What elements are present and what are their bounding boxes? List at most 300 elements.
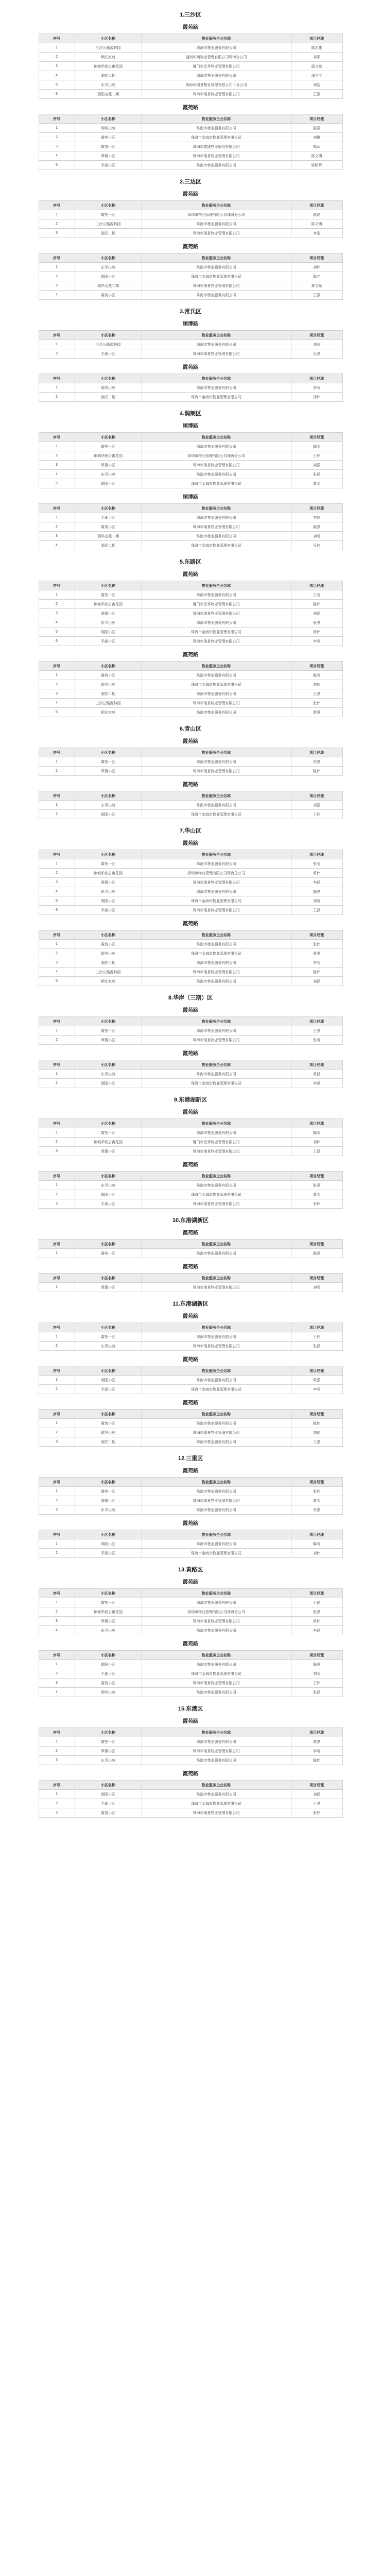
property-company: 珠海市物业服务有限公司 (142, 689, 291, 699)
column-header: 项目经理 (291, 1119, 342, 1128)
table-row (39, 618, 342, 628)
row-index: 3 (39, 878, 75, 887)
table-header-row (39, 201, 342, 210)
community-name: 湖光二期 (75, 1437, 142, 1447)
project-manager: 王伟 (291, 1679, 342, 1688)
row-index: 5 (39, 161, 75, 170)
table-header-row (39, 1274, 342, 1283)
row-index: 2 (39, 53, 75, 62)
column-header: 物业服务企业名称 (142, 1017, 291, 1026)
table-row (39, 513, 342, 522)
table-row (39, 349, 342, 359)
table-row (39, 1376, 342, 1385)
project-manager: 陈伟 (291, 1756, 342, 1765)
column-header: 物业服务企业名称 (142, 433, 291, 442)
row-index: 2 (39, 451, 75, 461)
row-index: 2 (39, 869, 75, 878)
table-row (39, 461, 342, 470)
community-name: 霞苑小区 (75, 133, 142, 142)
property-company: 珠海市瑞景物业管理有限公司 (142, 522, 291, 532)
property-company: 珠海市物业服务有限公司 (142, 1626, 291, 1635)
group-subtitle: 霞苑路 (183, 652, 198, 658)
project-manager: 黄伟 (291, 628, 342, 637)
column-header: 物业服务企业名称 (142, 1530, 291, 1539)
community-name: 瑞华山苑 (75, 1428, 142, 1437)
column-header: 项目经理 (291, 1172, 342, 1181)
table-row (39, 699, 342, 708)
property-company: 珠海市物业服务有限公司 (142, 1790, 291, 1799)
property-table (39, 374, 343, 402)
project-manager: 李磊 (291, 1626, 342, 1635)
column-header: 小区名称 (75, 1274, 142, 1283)
community-name: 霞湾小区 (75, 291, 142, 300)
community-name: 翠微小区 (75, 1283, 142, 1292)
table-row (39, 1070, 342, 1079)
row-index: 1 (39, 513, 75, 522)
property-company: 珠海市物业服务有限公司 (142, 1598, 291, 1607)
community-name: 湖光二期 (75, 689, 142, 699)
column-header: 项目经理 (291, 374, 342, 383)
group-subtitle: 霞苑路 (183, 25, 198, 30)
table-row (39, 1283, 342, 1292)
document (10, 0, 371, 1818)
community-name: 东平山苑 (75, 1505, 142, 1515)
column-header: 小区名称 (75, 504, 142, 513)
property-company: 珠海市瑞景物业管理有限公司 (142, 1679, 291, 1688)
table-row (39, 671, 342, 680)
row-index: 1 (39, 940, 75, 949)
row-index: 3 (39, 958, 75, 968)
row-index: 1 (39, 442, 75, 451)
column-header: 物业服务企业名称 (142, 1781, 291, 1790)
column-header: 物业服务企业名称 (142, 850, 291, 859)
section-title: 10.东港湖新区 (172, 1217, 209, 1224)
property-table (39, 432, 343, 488)
table-row (39, 383, 342, 393)
group-subtitle: 霞苑路 (183, 1230, 198, 1236)
column-header: 物业服务企业名称 (142, 331, 291, 340)
property-table (39, 1650, 343, 1697)
project-manager: 黄明 (291, 1190, 342, 1199)
community-name: 霞苑一区 (75, 1128, 142, 1138)
community-name: 瑞阳小区 (75, 1190, 142, 1199)
property-company: 珠海市物业服务有限公司 (142, 1437, 291, 1447)
project-manager: 陈文明 (291, 219, 342, 229)
group-subtitle: 霞苑路 (183, 1008, 198, 1013)
column-header: 序号 (39, 581, 75, 590)
table-row (39, 757, 342, 767)
property-company: 珠海市金海岸物业管理有限公司 (142, 896, 291, 906)
row-index: 1 (39, 1181, 75, 1190)
project-manager: 王伟 (291, 1332, 342, 1342)
section-title: 13.黄路区 (178, 1567, 203, 1573)
column-header: 项目经理 (291, 748, 342, 757)
property-table (39, 1118, 343, 1156)
table-row (39, 878, 342, 887)
property-company: 珠海市瑞景物业管理有限公司 (142, 281, 291, 291)
table-header-row (39, 433, 342, 442)
table-row (39, 1147, 342, 1156)
table-header-row (39, 1728, 342, 1737)
table-row (39, 90, 342, 99)
property-company: 珠海市物业服务有限公司 (142, 1419, 291, 1428)
property-company: 珠海市金海岸物业管理有限公司 (142, 680, 291, 689)
community-name: 三沙公路源林园 (75, 968, 142, 977)
property-company: 珠海市物业服务有限公司 (142, 470, 291, 479)
column-header: 序号 (39, 930, 75, 940)
column-header: 序号 (39, 504, 75, 513)
table-row (39, 291, 342, 300)
property-company: 珠海市瑞景物业管理有限公司 (142, 229, 291, 238)
project-manager: 刘平 (291, 53, 342, 62)
project-manager: 王强 (291, 1437, 342, 1447)
column-header: 项目经理 (291, 1017, 342, 1026)
community-name: 锦城华庭公寓花园 (75, 1138, 142, 1147)
row-index: 3 (39, 1147, 75, 1156)
row-index: 3 (39, 609, 75, 618)
column-header: 序号 (39, 662, 75, 671)
group-subtitle: 霞苑路 (183, 921, 198, 927)
column-header: 物业服务企业名称 (142, 1410, 291, 1419)
column-header: 项目经理 (291, 1781, 342, 1790)
section-title: 8.华岸（三期）区 (168, 995, 213, 1001)
project-manager: 刘伟 (291, 263, 342, 272)
table-row (39, 340, 342, 349)
row-index: 1 (39, 263, 75, 272)
section-title: 6.青山区 (179, 726, 202, 732)
group-subtitle: 霞苑路 (183, 105, 198, 111)
row-index: 4 (39, 71, 75, 80)
community-name: 翠微小区 (75, 1496, 142, 1505)
group-subtitle: 霞苑路 (183, 841, 198, 846)
project-manager: 李强 (291, 1505, 342, 1515)
table-row (39, 142, 342, 151)
project-manager: 刘伟 (291, 1138, 342, 1147)
project-manager: 黄明 (291, 479, 342, 488)
table-row (39, 1598, 342, 1607)
group-subtitle: 霞苑路 (183, 1580, 198, 1585)
property-table (39, 503, 343, 550)
row-index: 1 (39, 859, 75, 869)
row-index: 1 (39, 1283, 75, 1292)
community-name: 瑞华山苑 (75, 949, 142, 958)
property-company: 珠海市瑞景物业管理有限公司 (142, 1496, 291, 1505)
row-index: 4 (39, 291, 75, 300)
table-row (39, 1249, 342, 1258)
property-company: 珠海市瑞景物业管理有限公司二分公司 (142, 80, 291, 90)
row-index: 1 (39, 1249, 75, 1258)
section-title: 15.东港区 (178, 1706, 203, 1712)
row-index: 3 (39, 1437, 75, 1447)
community-name: 平湖小区 (75, 1549, 142, 1558)
section-title: 5.东路区 (179, 559, 202, 565)
project-manager: 李明 (291, 1385, 342, 1394)
community-name: 翠微小区 (75, 609, 142, 618)
community-name: 霞苑一区 (75, 757, 142, 767)
property-company: 珠海市物业服务有限公司 (142, 383, 291, 393)
property-table (39, 661, 343, 717)
project-manager: 陈明 (291, 671, 342, 680)
property-company: 珠海市瑞景物业管理有限公司 (142, 767, 291, 776)
community-name: 瑞华山苑 (75, 1688, 142, 1697)
community-name: 平湖小区 (75, 1669, 142, 1679)
property-company: 珠海市金海岸物业管理有限公司 (142, 1190, 291, 1199)
property-company: 深圳市物业管理有限公司珠海分公司 (142, 869, 291, 878)
property-company: 珠海市物业服务有限公司 (142, 708, 291, 717)
project-manager: 黄强 (291, 1737, 342, 1747)
property-table (39, 930, 343, 986)
property-company: 珠海市瑞景物业管理有限公司 (142, 349, 291, 359)
project-manager: 郭武 (291, 142, 342, 151)
project-manager: 王磊 (291, 1147, 342, 1156)
column-header: 小区名称 (75, 1060, 142, 1070)
community-name: 锦城华庭公寓花园 (75, 600, 142, 609)
row-index: 2 (39, 949, 75, 958)
section-title: 3.常氏区 (179, 309, 202, 315)
column-header: 序号 (39, 1728, 75, 1737)
project-manager: 黄明 (291, 1496, 342, 1505)
property-company: 厦门市民华物业管理有限公司 (142, 62, 291, 71)
community-name: 瑞华山苑 (75, 383, 142, 393)
property-company: 珠海市瑞景物业管理有限公司 (142, 609, 291, 618)
property-company: 珠海市物业服务有限公司 (142, 161, 291, 170)
project-manager: 李明 (291, 958, 342, 968)
column-header: 小区名称 (75, 433, 142, 442)
property-company: 珠海市富康物业服务有限公司 (142, 142, 291, 151)
community-name: 翠微小区 (75, 461, 142, 470)
column-header: 物业服务企业名称 (142, 1323, 291, 1332)
column-header: 物业服务企业名称 (142, 34, 291, 43)
table-row (39, 1026, 342, 1036)
property-company: 珠海市物业服务有限公司 (142, 340, 291, 349)
column-header: 项目经理 (291, 1478, 342, 1487)
row-index: 2 (39, 1036, 75, 1045)
project-manager: 陈伟 (291, 1419, 342, 1428)
row-index: 2 (39, 1428, 75, 1437)
table-row (39, 1079, 342, 1088)
project-manager: 潘立平 (291, 71, 342, 80)
column-header: 序号 (39, 331, 75, 340)
project-manager: 张强 (291, 1181, 342, 1190)
community-name: 霞湾小区 (75, 522, 142, 532)
column-header: 物业服务企业名称 (142, 748, 291, 757)
table-row (39, 80, 342, 90)
row-index: 2 (39, 522, 75, 532)
column-header: 项目经理 (291, 930, 342, 940)
property-company: 珠海市金海岸物业管理有限公司 (142, 1799, 291, 1808)
column-header: 物业服务企业名称 (142, 930, 291, 940)
column-header: 小区名称 (75, 253, 142, 263)
group-subtitle: 霞苑路 (183, 365, 198, 370)
column-header: 小区名称 (75, 1530, 142, 1539)
column-header: 项目经理 (291, 331, 342, 340)
project-manager: 张伟 (291, 1487, 342, 1496)
column-header: 小区名称 (75, 1728, 142, 1737)
property-table (39, 1530, 343, 1558)
table-row (39, 1617, 342, 1626)
project-manager: 陈强 (291, 887, 342, 896)
column-header: 序号 (39, 791, 75, 801)
property-company: 珠海市瑞景物业管理有限公司 (142, 1342, 291, 1351)
community-name: 湖光二期 (75, 71, 142, 80)
table-row (39, 680, 342, 689)
table-row (39, 708, 342, 717)
table-row (39, 689, 342, 699)
table-row (39, 133, 342, 142)
community-name: 翠微小区 (75, 1747, 142, 1756)
property-company: 珠海市金海岸物业管理有限公司 (142, 628, 291, 637)
property-company: 珠海市瑞景物业管理有限公司 (142, 1036, 291, 1045)
table-row (39, 470, 342, 479)
row-index: 1 (39, 671, 75, 680)
column-header: 物业服务企业名称 (142, 1651, 291, 1660)
table-row (39, 393, 342, 402)
row-index: 1 (39, 124, 75, 133)
property-company: 珠海市物业服务有限公司 (142, 291, 291, 300)
row-index: 2 (39, 133, 75, 142)
property-table (39, 330, 343, 359)
property-company: 厦门市民华物业管理有限公司 (142, 600, 291, 609)
project-manager: 王伟 (291, 451, 342, 461)
column-header: 物业服务企业名称 (142, 581, 291, 590)
column-header: 项目经理 (291, 1366, 342, 1376)
project-manager: 张磊 (291, 1688, 342, 1697)
row-index: 2 (39, 1079, 75, 1088)
project-manager: 温文斌 (291, 62, 342, 71)
community-name: 霞苑一区 (75, 590, 142, 600)
table-row (39, 590, 342, 600)
property-company: 珠海市物业服务有限公司 (142, 71, 291, 80)
property-company: 珠海市物业服务有限公司 (142, 1376, 291, 1385)
table-row (39, 801, 342, 810)
table-row (39, 958, 342, 968)
community-name: 东平山苑 (75, 801, 142, 810)
community-name: 东平山苑 (75, 1342, 142, 1351)
community-name: 霞湾小区 (75, 1679, 142, 1688)
property-company: 珠海市瑞景物业管理有限公司 (142, 90, 291, 99)
row-index: 1 (39, 1026, 75, 1036)
row-index: 2 (39, 1342, 75, 1351)
row-index: 2 (39, 219, 75, 229)
community-name: 霞湾小区 (75, 940, 142, 949)
property-company: 珠海市物业服务有限公司 (142, 757, 291, 767)
project-manager: 陈明 (291, 1128, 342, 1138)
community-name: 翠微小区 (75, 1617, 142, 1626)
community-name: 霞苑一区 (75, 1332, 142, 1342)
column-header: 序号 (39, 1172, 75, 1181)
community-name: 锦城华庭公寓花园 (75, 62, 142, 71)
property-table (39, 1409, 343, 1447)
project-manager: 陈强 (291, 1249, 342, 1258)
group-subtitle: 顾博路 (183, 423, 198, 429)
table-row (39, 859, 342, 869)
column-header: 序号 (39, 201, 75, 210)
column-header: 序号 (39, 1478, 75, 1487)
row-index: 2 (39, 393, 75, 402)
row-index: 2 (39, 1799, 75, 1808)
table-header-row (39, 791, 342, 801)
project-manager: 刘磊 (291, 1428, 342, 1437)
project-manager: 王强 (291, 90, 342, 99)
table-header-row (39, 374, 342, 383)
property-table (39, 748, 343, 776)
group-subtitle: 霞苑路 (183, 1110, 198, 1115)
property-company: 珠海市金海岸物业管理有限公司 (142, 949, 291, 958)
property-table (39, 33, 343, 99)
table-row (39, 869, 342, 878)
property-company: 珠海市瑞景物业管理有限公司 (142, 699, 291, 708)
row-index: 2 (39, 1385, 75, 1394)
row-index: 1 (39, 1128, 75, 1138)
column-header: 项目经理 (291, 1728, 342, 1737)
group-subtitle: 霞苑路 (183, 1771, 198, 1777)
project-manager: 王明 (291, 590, 342, 600)
row-index: 2 (39, 1190, 75, 1199)
row-index: 1 (39, 1332, 75, 1342)
column-header: 物业服务企业名称 (142, 374, 291, 383)
column-header: 小区名称 (75, 1240, 142, 1249)
column-header: 小区名称 (75, 34, 142, 43)
section-title: 2.三达区 (179, 179, 202, 185)
row-index: 6 (39, 637, 75, 646)
row-index: 1 (39, 1660, 75, 1669)
column-header: 小区名称 (75, 1119, 142, 1128)
row-index: 1 (39, 43, 75, 53)
property-company: 珠海市物业服务有限公司 (142, 859, 291, 869)
table-row (39, 1496, 342, 1505)
row-index: 3 (39, 281, 75, 291)
project-manager: 刘磊 (291, 1790, 342, 1799)
column-header: 小区名称 (75, 662, 142, 671)
community-name: 顺安家苑 (75, 53, 142, 62)
community-name: 东平山苑 (75, 1070, 142, 1079)
property-company: 珠海市物业服务有限公司 (142, 513, 291, 522)
column-header: 小区名称 (75, 850, 142, 859)
property-company: 珠海市物业服务有限公司 (142, 263, 291, 272)
property-company: 珠海市物业服务有限公司 (142, 977, 291, 986)
table-row (39, 1419, 342, 1428)
project-manager: 谢磊 (291, 210, 342, 219)
table-row (39, 628, 342, 637)
project-manager: 李明 (291, 637, 342, 646)
row-index: 1 (39, 1419, 75, 1428)
property-company: 珠海市物业服务有限公司 (142, 887, 291, 896)
table-row (39, 62, 342, 71)
property-company: 珠海市物业服务有限公司 (142, 590, 291, 600)
table-row (39, 1607, 342, 1617)
table-header-row (39, 253, 342, 263)
property-company: 湖南华润物业管理有限公司珠海分公司 (142, 53, 291, 62)
community-name: 瑞阳小区 (75, 272, 142, 281)
section-title: 12.三重区 (178, 1455, 203, 1462)
property-company: 珠海市瑞景物业管理有限公司 (142, 1199, 291, 1209)
table-row (39, 887, 342, 896)
project-manager: 李明 (291, 383, 342, 393)
table-header-row (39, 850, 342, 859)
community-name: 霞苑一区 (75, 1598, 142, 1607)
property-company: 珠海市金海岸物业管理有限公司 (142, 541, 291, 550)
project-manager: 陈明 (291, 1539, 342, 1549)
table-row (39, 43, 342, 53)
property-company: 珠海市金海岸物业管理有限公司 (142, 272, 291, 281)
project-manager: 李强 (291, 757, 342, 767)
property-company: 珠海市物业服务有限公司 (142, 1660, 291, 1669)
column-header: 物业服务企业名称 (142, 1274, 291, 1283)
row-index: 2 (39, 1747, 75, 1756)
project-manager: 刘浩 (291, 340, 342, 349)
column-header: 物业服务企业名称 (142, 1728, 291, 1737)
table-row (39, 906, 342, 915)
